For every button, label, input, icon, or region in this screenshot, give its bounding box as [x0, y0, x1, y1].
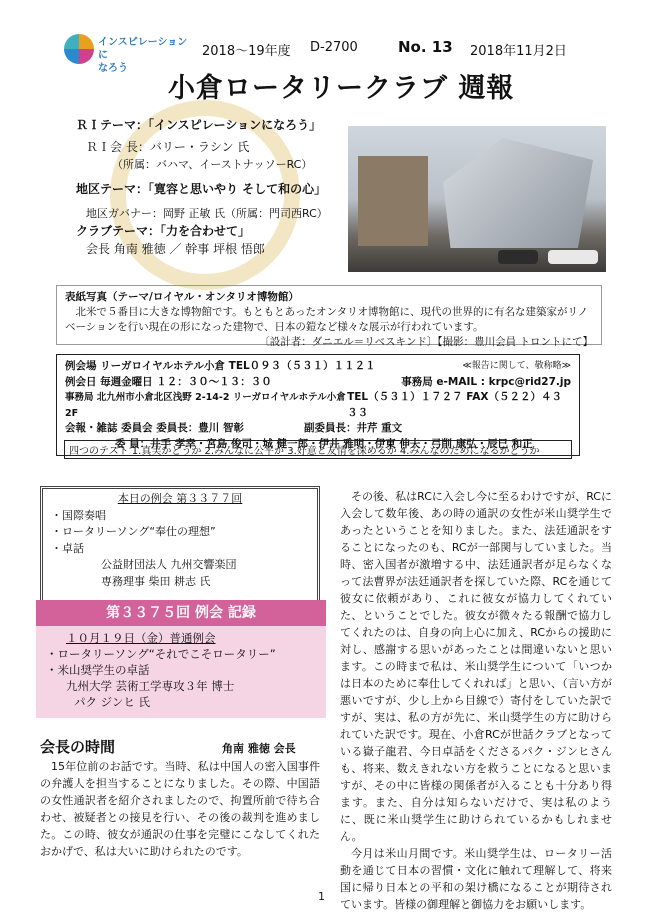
caption-text: 北米で５番目に大きな博物館です。もともとあったオンタリオ博物館に、現代の世界的に有名な建築家がリノベーションを行い現在の形になった建物で、日本の鎧など様々な展示が行われています。 — [65, 306, 589, 333]
presidents-column-right — [340, 488, 612, 913]
meeting-record-header: 第３３７５回 例会 記録 — [36, 600, 326, 626]
caption-credit: 〔設計者：ダニエル＝リベスキンド〕【撮影：豊川会員 トロントにて】 — [259, 336, 593, 348]
logo-line-2: なろう — [98, 63, 128, 74]
record-date: １０月１９日（金）普通例会 — [66, 631, 216, 645]
club-theme: クラブテーマ：「力を合わせて」 — [76, 224, 251, 238]
committee-chair: 会報・雑誌 委員会 委員長：豊川 智彰 — [65, 422, 244, 434]
record-speaker-name: パク ジンヒ 氏 — [74, 695, 151, 709]
committee-members: 委 員：井手 孝幸・宮島 俊司・城 健一郎・伊井 雅明・伊東 伸夫・弓削 康弘・辰巳 和正 — [115, 437, 533, 450]
old-building-shape — [358, 156, 428, 246]
car-shape — [548, 250, 598, 264]
record-speaker-affiliation: 九州大学 芸術工学専攻３年 博士 — [66, 679, 235, 693]
meeting-day: 例会日 毎週金曜日 １２：３０～１３：３０ — [65, 375, 272, 388]
paragraph: 今月は米山月間です。米山奨学生は、ロータリー活動を通じて日本の習慣・文化に触れて理解して、将来国に帰り日本との平和の架け橋になることが期待されています。皆様の御理解と御協力をお願いします。 — [340, 847, 612, 911]
governor: 地区ガバナー：岡野 正敏 氏（所属：門司西RC） — [86, 207, 328, 220]
program-item: ・国際奏唱 — [51, 508, 106, 522]
rotary-inspiration-logo-icon — [64, 34, 94, 64]
honorific-note: ≪報告に関して、敬称略≫ — [462, 361, 571, 371]
record-item: ・米山奨学生の卓話 — [46, 663, 150, 677]
ri-president-affiliation: （所属：バハマ、イーストナッソーRC） — [112, 158, 313, 171]
program-item: ・ロータリーソング“奉仕の理想” — [51, 525, 216, 538]
office-email: 事務局 e-MAIL : krpc@rid27.jp — [401, 375, 571, 388]
office-phone: TEL（５３１）１７２７ FAX（５２２）４３３３ — [347, 391, 562, 419]
presidents-column-left — [40, 758, 320, 860]
crystal-building-shape — [443, 138, 593, 248]
page-number: 1 — [318, 890, 325, 903]
office-address: 事務局 北九州市小倉北区浅野 2-14-2 リーガロイヤルホテル小倉 2F — [65, 392, 346, 419]
program-item: ・卓話 — [51, 541, 84, 555]
meeting-venue: 例会場 リーガロイヤルホテル小倉 TEL０９３（５３１）１１２１ — [65, 360, 376, 372]
logo-line-1: インスピレーションに — [98, 37, 188, 61]
four-way-test: 四つのテスト 1.真実かどうか 2.みんなに公平か 3.好意と友情を深めるか 4.みんなのためになるかどうか — [64, 440, 572, 459]
presidents-time-heading: 会長の時間 — [40, 738, 116, 756]
district-theme: 地区テーマ：「寛容と思いやり そして和の心」 — [76, 182, 327, 196]
ri-theme: ＲＩテーマ：「インスピレーションになろう」 — [76, 118, 322, 132]
presidents-time-author: 角南 雅徳 会長 — [222, 742, 296, 755]
cover-photo-museum — [348, 126, 606, 272]
car-shape — [498, 250, 538, 264]
speaker-affiliation: 公益財団法人 九州交響楽団 — [101, 558, 237, 571]
speaker-name: 専務理事 柴田 耕志 氏 — [101, 574, 211, 588]
committee-vice-chair: 副委員長：井芹 重文 — [303, 422, 403, 434]
todays-program-box — [40, 486, 320, 604]
issue-date: 2018年11月2日 — [470, 44, 567, 59]
meeting-record-box — [36, 626, 326, 718]
issue-number: No. 13 — [398, 38, 453, 56]
cover-caption — [56, 285, 602, 348]
paragraph: その後、私はRCに入会し今に至るわけですが、RCに入会して数年後、あの時の通訳の女性が米山奨学生であったということを知りました。また、法廷通訳をすることになったのも、RCが一部関与していました。当時、密入国者が激増する中、法廷通訳者が足らなくなって法曹界が法廷通訳者を探していた際、RCを通じて彼女に依頼があり、これに彼女が協力してくれていた、ということでした。彼女が微々たる報酬で協力してくれたのは、自身の向上心に加え、RCからの援助に対し、感謝する思いがあったことは間違いないと思います。この時まで私は、米山奨学生について「いつかは日本のために奉仕してくれれば」と思い、（言い方が悪いですが、少し上から目線で）寄付をしていた訳ですが、実は、私の方が先に、米山奨学生の方に助けられていた訳です。現在、小倉RCが世話クラブとなっている嶽子龍君、今日卓話をくださるパク・ジンヒさんも、将来、数えきれない方を救うことになると思いますが、その中に皆様の関係者が入ることも十分あり得ます。また、自分は知らないだけで、実は私のように、既に米山奨学生に助けられているかもしれません。 — [340, 490, 612, 843]
program-title: 本日の例会 第３３７７回 — [117, 492, 243, 505]
district: D-2700 — [310, 40, 358, 55]
paragraph: 15年位前のお話です。当時、私は中国人の密入国事件の弁護人を担当することになりました。その際、中国語の女性通訳者を紹介されましたので、拘置所前で待ち合わせ、被疑者との接見を行い、その後の裁判を進めました。この時、彼女が通訳の仕事を完璧にこなしてくれたおかげで、私は大いに助けられたのです。 — [40, 760, 320, 858]
fiscal-year: 2018～19年度 — [202, 44, 291, 59]
club-officers: 会長 角南 雅徳 ／ 幹事 坪根 悟郎 — [86, 242, 265, 256]
page-title: 小倉ロータリークラブ 週報 — [168, 73, 515, 104]
caption-heading: 表紙写真（テーマ/ロイヤル・オンタリオ博物館） — [65, 291, 299, 303]
ri-president: ＲＩ会 長：バリー・ラシン 氏 — [86, 140, 250, 154]
record-item: ・ロータリーソング“それでこそロータリー” — [46, 647, 276, 661]
